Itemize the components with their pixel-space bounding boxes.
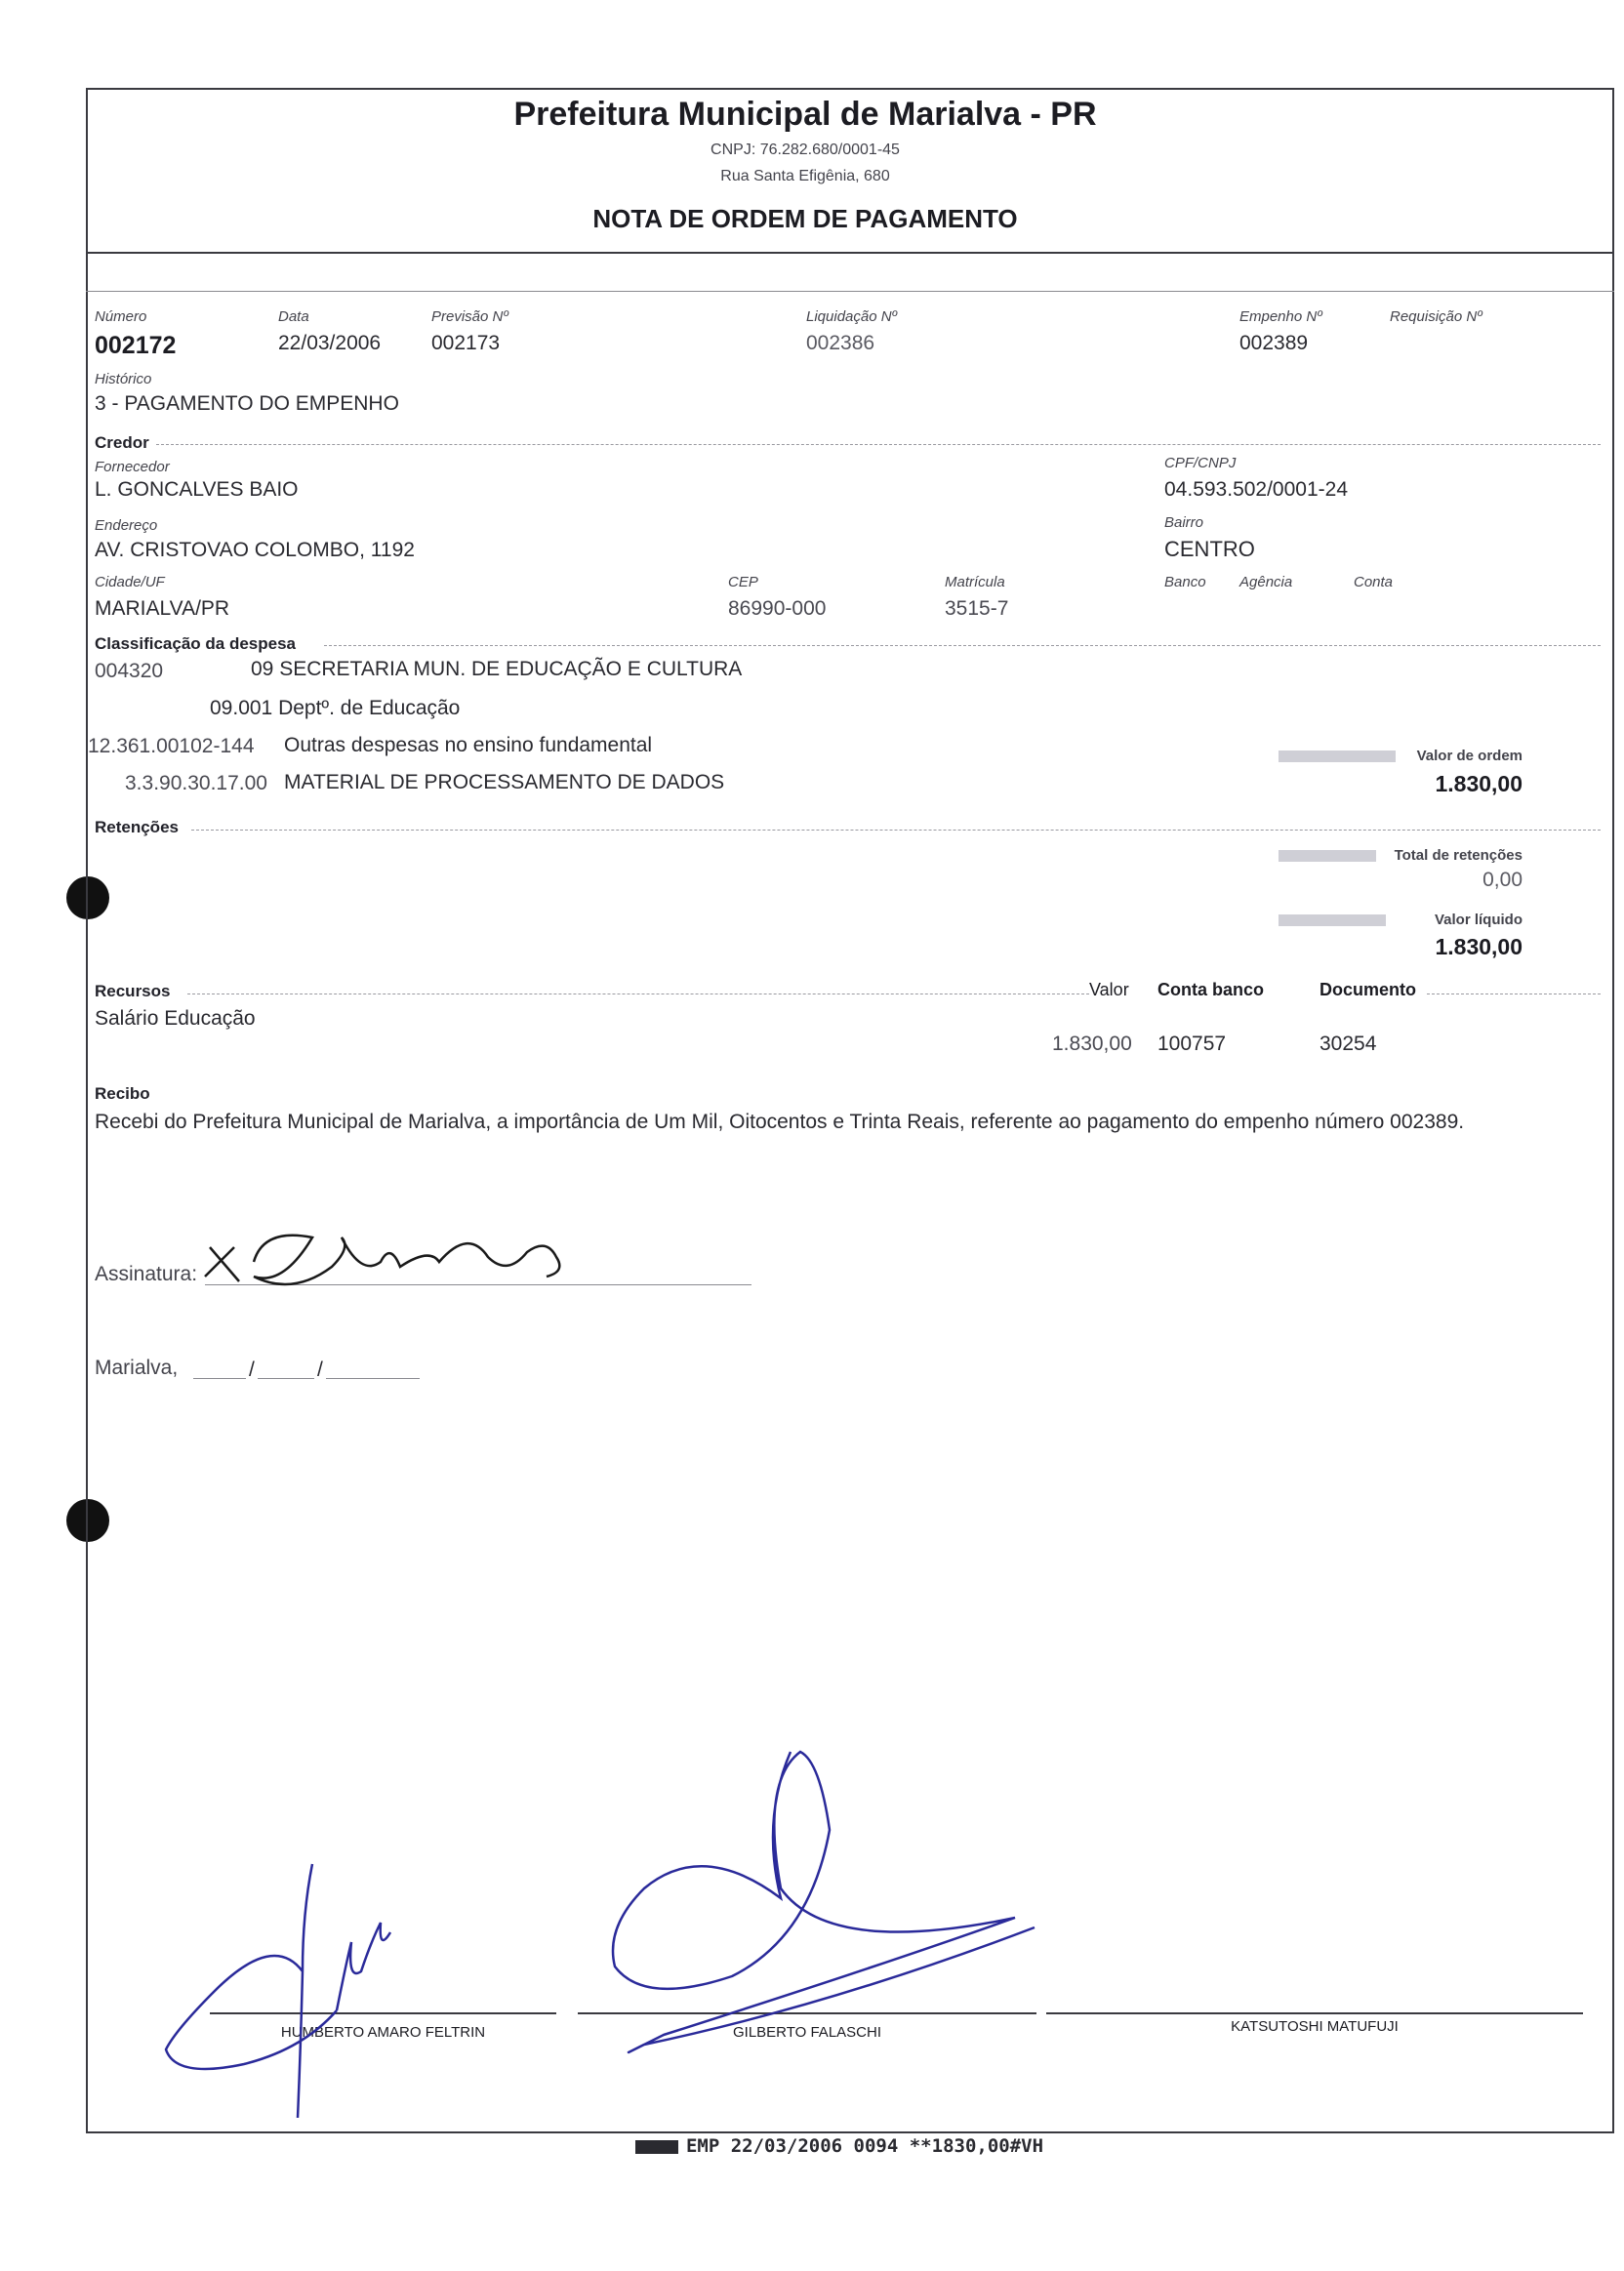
data-label: Data — [278, 308, 309, 325]
numero-value: 002172 — [95, 332, 177, 359]
signature-falaschi — [586, 1742, 1054, 2074]
date-blank-day — [193, 1378, 246, 1379]
header-divider — [86, 252, 1614, 254]
valor-ordem-label: Valor de ordem — [1416, 748, 1522, 764]
liquidacao-value: 002386 — [806, 332, 875, 354]
retencoes-section: Retenções — [95, 818, 179, 836]
stamp-line — [625, 2135, 1054, 2157]
endereco-label: Endereço — [95, 517, 158, 534]
endereco-value: AV. CRISTOVAO COLOMBO, 1192 — [95, 539, 415, 561]
recibo-signature — [195, 1208, 586, 1306]
data-value: 22/03/2006 — [278, 332, 382, 354]
classificacao-code-1: 004320 — [95, 660, 164, 682]
local-label: Marialva, — [95, 1357, 179, 1379]
matricula-value: 3515-7 — [945, 597, 1009, 620]
banco-label: Banco — [1164, 574, 1206, 590]
empenho-label: Empenho Nº — [1239, 308, 1322, 325]
previsao-value: 002173 — [431, 332, 501, 354]
date-blank-year — [326, 1378, 420, 1379]
classificacao-code-3: 12.361.00102-144 — [88, 735, 255, 757]
credor-section: Credor — [95, 433, 149, 452]
stamp-text: EMP 22/03/2006 0094 **1830,00#VH — [685, 2135, 1044, 2157]
numero-label: Número — [95, 308, 147, 325]
total-retencoes-value: 0,00 — [1482, 869, 1522, 891]
cpf-value: 04.593.502/0001-24 — [1164, 478, 1349, 501]
fornecedor-value: L. GONCALVES BAIO — [95, 478, 299, 501]
classificacao-text-1: 09 SECRETARIA MUN. DE EDUCAÇÃO E CULTURA — [251, 658, 743, 680]
cnpj-line: CNPJ: 76.282.680/0001-45 — [710, 142, 900, 158]
page-title: Prefeitura Municipal de Marialva - PR — [513, 96, 1097, 133]
liquidacao-label: Liquidação Nº — [806, 308, 898, 325]
recursos-documento: 30254 — [1320, 1033, 1377, 1055]
signature-feltrin — [156, 1854, 429, 2128]
classificacao-text-3: Outras despesas no ensino fundamental — [284, 734, 653, 756]
valor-ordem-value: 1.830,00 — [1435, 771, 1522, 796]
retencoes-divider — [191, 830, 1601, 831]
signatory-3: KATSUTOSHI MATUFUJI — [1231, 2018, 1399, 2035]
recursos-valor-label: Valor — [1089, 980, 1129, 999]
recibo-text: Recebi do Prefeitura Municipal de Marialva, a importância de Um Mil, Oitocentos e Trinta Reais, referente ao pagamento do empenho número 002389. — [95, 1111, 1465, 1133]
total-retencoes-label: Total de retenções — [1394, 847, 1522, 864]
recursos-section: Recursos — [95, 982, 171, 1000]
classificacao-text-4: MATERIAL DE PROCESSAMENTO DE DADOS — [284, 771, 725, 793]
signatory-2: GILBERTO FALASCHI — [733, 2024, 881, 2041]
date-blank-month — [258, 1378, 314, 1379]
recursos-documento-label: Documento — [1320, 980, 1416, 999]
header-divider-2 — [86, 291, 1614, 292]
classificacao-divider — [324, 645, 1601, 646]
valor-liquido-label: Valor líquido — [1434, 912, 1522, 928]
cidade-value: MARIALVA/PR — [95, 597, 230, 620]
stamp-mark-icon — [635, 2140, 678, 2154]
historico-label: Histórico — [95, 371, 152, 387]
bairro-value: CENTRO — [1164, 537, 1255, 561]
recursos-conta-label: Conta banco — [1157, 980, 1265, 999]
assinatura-label: Assinatura: — [95, 1263, 198, 1285]
historico-value: 3 - PAGAMENTO DO EMPENHO — [95, 392, 399, 415]
date-slash-1: / — [249, 1359, 255, 1381]
signatory-1: HUMBERTO AMARO FELTRIN — [280, 2024, 486, 2041]
recibo-section: Recibo — [95, 1084, 150, 1103]
recursos-conta: 100757 — [1157, 1033, 1227, 1055]
valor-liquido-value: 1.830,00 — [1435, 934, 1522, 959]
recursos-valor: 1.830,00 — [1052, 1033, 1132, 1055]
address-line: Rua Santa Efigênia, 680 — [720, 168, 890, 184]
classificacao-line-2: 09.001 Deptº. de Educação — [210, 697, 461, 719]
credor-divider — [156, 444, 1601, 445]
cep-label: CEP — [728, 574, 758, 590]
date-slash-2: / — [317, 1359, 323, 1381]
signature-line-3 — [1046, 2012, 1583, 2014]
requisicao-label: Requisição Nº — [1390, 308, 1482, 325]
matricula-label: Matrícula — [945, 574, 1005, 590]
empenho-value: 002389 — [1239, 332, 1309, 354]
fornecedor-label: Fornecedor — [95, 459, 170, 475]
cidade-label: Cidade/UF — [95, 574, 165, 590]
cpf-label: CPF/CNPJ — [1164, 455, 1237, 471]
document-title: NOTA DE ORDEM DE PAGAMENTO — [592, 204, 1018, 233]
classificacao-code-4: 3.3.90.30.17.00 — [125, 772, 267, 794]
classificacao-section: Classificação da despesa — [95, 634, 297, 653]
cep-value: 86990-000 — [728, 597, 827, 620]
conta-label: Conta — [1354, 574, 1394, 590]
bairro-label: Bairro — [1164, 514, 1204, 531]
previsao-label: Previsão Nº — [431, 308, 508, 325]
recursos-item: Salário Educação — [95, 1007, 256, 1030]
agencia-label: Agência — [1239, 574, 1293, 590]
